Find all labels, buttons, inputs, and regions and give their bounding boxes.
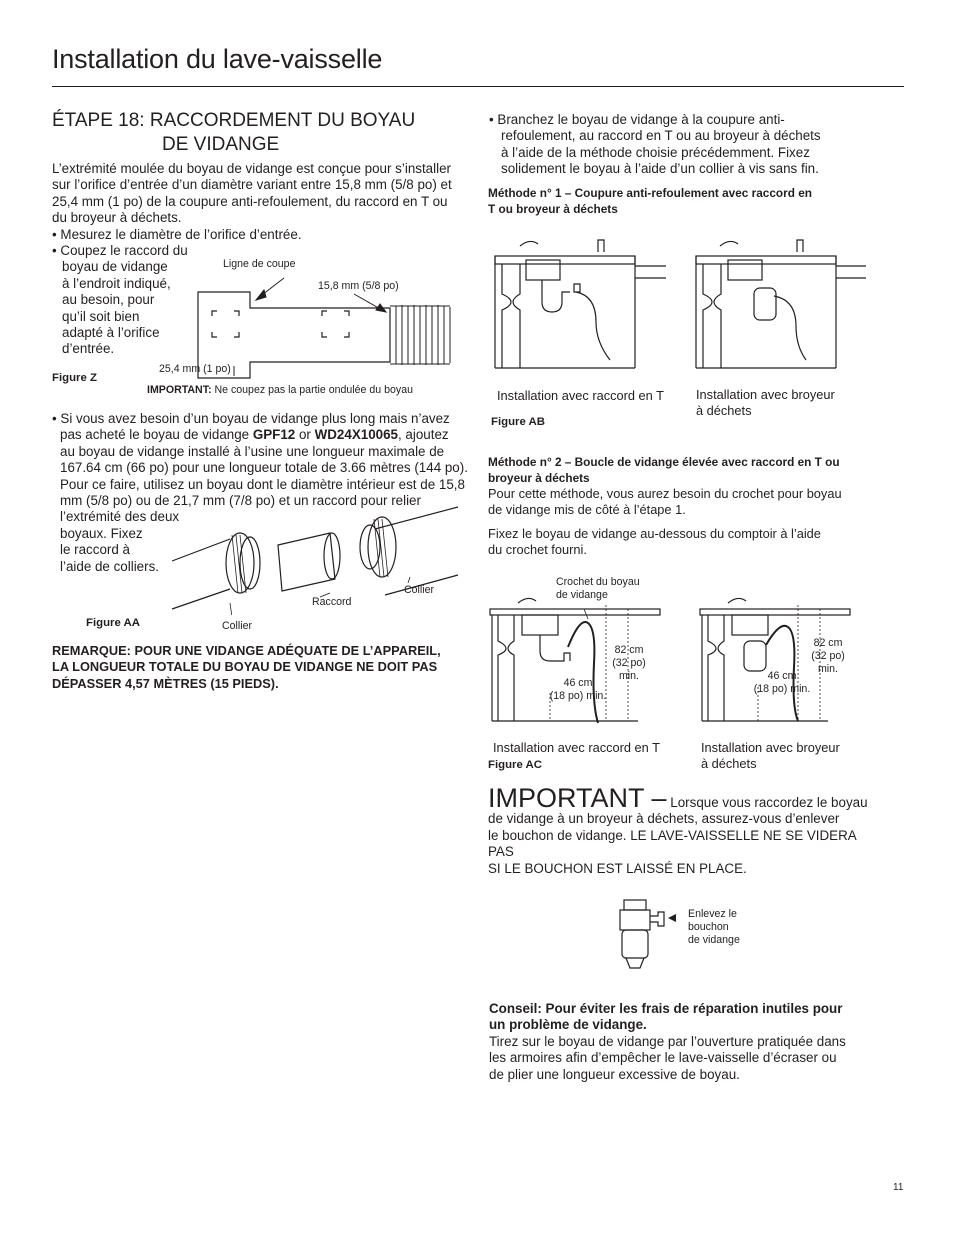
method2-text-line: du crochet fourni. (488, 542, 587, 557)
dim-line: 82 cm (813, 637, 843, 649)
method2-title (488, 454, 840, 486)
important-line: de vidange à un broyeur à déchets, assurez-vous d’enlever (488, 811, 840, 827)
hook-label-line: de vidange (556, 589, 608, 601)
plug-label-line: Enlevez le (688, 908, 737, 920)
dim82-left (611, 644, 647, 683)
bullet-measure: • Mesurez le diamètre de l’orifice d’entrée. (52, 227, 302, 242)
bullet-cut-line: • Coupez le raccord du (52, 243, 188, 258)
important-prefix: IMPORTANT: (147, 384, 212, 396)
connect-line: solidement le boyau à l’aide d’un collier à vis sans fin. (501, 161, 819, 177)
long-hose-line: le raccord à (60, 542, 130, 558)
dim82-right (810, 637, 846, 676)
part-number: WD24X10065 (314, 427, 398, 443)
step-heading (52, 109, 452, 157)
dim-line: 46 cm (767, 670, 797, 682)
long-hose-line: mm (5/8 po) ou de 21,7 mm (7/8 po) et un raccord pour relier (60, 493, 421, 509)
dim-line: (18 po) min. (549, 690, 607, 702)
conseil-title-line: Conseil: Pour éviter les frais de réparation inutiles pour (489, 1001, 843, 1016)
method1-title-line: T ou broyeur à déchets (488, 202, 618, 216)
page-number: 11 (893, 1182, 904, 1193)
bullet-cut-line: d’entrée. (62, 341, 115, 357)
important-text: Ne coupez pas la partie ondulée du boyau (211, 384, 413, 396)
figure-ac-label: Figure AC (488, 759, 542, 771)
dim-line: min. (817, 663, 838, 675)
coupling-label: Raccord (312, 596, 352, 608)
remarque-line: DÉPASSER 4,57 MÈTRES (15 PIEDS). (52, 675, 279, 691)
step-heading-line2: DE VIDANGE (162, 134, 280, 155)
figure-ab-caption-right (696, 387, 835, 418)
clamp-left-label: Collier (222, 620, 253, 632)
figure-ab-label: Figure AB (491, 416, 545, 428)
disposer-plug-illustration (614, 896, 684, 976)
conseil-line: Tirez sur le boyau de vidange par l’ouverture pratiquée dans (489, 1033, 846, 1049)
conseil-line: de plier une longueur excessive de boyau. (489, 1066, 740, 1082)
method2-text-line: Pour cette méthode, vous aurez besoin du crochet pour boyau (488, 486, 842, 501)
important-line: le bouchon de vidange. LE LAVE-VAISSELLE NE SE VIDERA PAS (488, 827, 856, 860)
important-heading: IMPORTANT – (488, 783, 667, 813)
remarque-line: REMARQUE: POUR UNE VIDANGE ADÉQUATE DE L’APPAREIL, (52, 643, 441, 658)
important-line: Lorsque vous raccordez le boyau (670, 795, 868, 810)
caption-line: Installation avec broyeur (701, 740, 840, 755)
method1-title-line: Méthode n° 1 – Coupure anti-refoulement avec raccord en (488, 186, 812, 200)
bullet-cut-line: au besoin, pour (62, 292, 155, 308)
conseil-title-line: un problème de vidange. (489, 1017, 647, 1033)
remarque (52, 643, 472, 692)
plug-label-line: de vidange (688, 934, 740, 946)
dim-small-label: 15,8 mm (5/8 po) (318, 280, 399, 292)
important-block (488, 783, 868, 877)
method1-title (488, 185, 812, 217)
dim46-left (548, 677, 608, 703)
connect-line: • Branchez le boyau de vidange à la coupure anti- (489, 112, 785, 127)
caption-line: à déchets (696, 402, 752, 418)
dim-line: (32 po) (612, 657, 646, 669)
long-hose-line: l’aide de colliers. (60, 558, 159, 574)
cut-line-label: Ligne de coupe (223, 258, 296, 270)
bullet-cut-line: adapté à l’orifice (62, 325, 160, 341)
intro-paragraph: L’extrémité moulée du boyau de vidange est conçue pour s’installer sur l’orifice d’entrée d’un diamètre variant entre 15,8 mm (5/8 po) et 25,4 mm (1 po) de la coupure anti-refoulement, du raccord en T ou du broyeur à déchets. (52, 161, 452, 226)
dim-line: 82 cm (614, 644, 644, 656)
figure-ac-caption-right (701, 740, 840, 771)
connect-line: à l’aide de la méthode choisie précédemment. Fixez (501, 144, 810, 160)
important-line: SI LE BOUCHON EST LAISSÉ EN PLACE. (488, 860, 747, 876)
step-heading-line1: ÉTAPE 18: RACCORDEMENT DU BOYAU (52, 110, 416, 131)
bullet-cut-line: à l’endroit indiqué, (62, 275, 171, 291)
long-hose-line: l’extrémité des deux (60, 509, 180, 525)
figure-z-important (147, 384, 413, 397)
remarque-line: LA LONGUEUR TOTALE DU BOYAU DE VIDANGE NE DOIT PAS (52, 659, 438, 675)
figure-z-hose-diagram (150, 250, 470, 400)
clamp-right-label: Collier (404, 584, 435, 596)
plug-label-line: bouchon (688, 921, 729, 933)
method2-text1 (488, 486, 842, 518)
figure-aa-label: Figure AA (86, 617, 140, 629)
method2-text-line: Fixez le boyau de vidange au-dessous du comptoir à l’aide (488, 526, 821, 541)
method2-text2 (488, 526, 821, 558)
figure-z-label: Figure Z (52, 372, 97, 384)
connect-line: refoulement, au raccord en T ou au broyeur à déchets (501, 128, 821, 144)
dim-line: min. (618, 670, 639, 682)
part-number: GPF12 (252, 427, 296, 443)
plug-label (688, 908, 740, 947)
connect-bullet (489, 112, 869, 178)
figure-ab-caption-left: Installation avec raccord en T (497, 388, 664, 403)
method2-title-line: Méthode n° 2 – Boucle de vidange élevée avec raccord en T ou (488, 455, 840, 469)
caption-line: Installation avec broyeur (696, 387, 835, 402)
method2-title-line: broyeur à déchets (488, 471, 590, 485)
dim-line: (18 po) min. (753, 683, 811, 695)
page-title: Installation du lave-vaisselle (52, 44, 383, 74)
figure-ac-diagram (488, 595, 854, 735)
long-hose-line (52, 427, 472, 443)
figure-ac-caption-left: Installation avec raccord en T (493, 740, 660, 755)
hook-label (556, 576, 640, 602)
long-hose-text: pas acheté le boyau de vidange (60, 427, 253, 443)
long-hose-line: • Si vous avez besoin d’un boyau de vidange plus long mais n’avez (52, 411, 450, 426)
long-hose-line: boyaux. Fixez (60, 525, 143, 541)
pointer-arrow (668, 914, 676, 922)
dim-line: (32 po) (811, 650, 845, 662)
long-hose-line: Pour ce faire, utilisez un boyau dont le diamètre intérieur est de 15,8 (60, 476, 465, 492)
bullet-cut-line: qu’il soit bien (62, 308, 140, 324)
title-divider (52, 86, 904, 87)
long-hose-line: au boyau de vidange installé à l’usine une longueur maximale de (60, 443, 445, 459)
dim-large-label: 25,4 mm (1 po) (159, 363, 231, 375)
method2-text-line: de vidange mis de côté à l’étape 1. (488, 502, 686, 517)
conseil-block (489, 1001, 869, 1083)
figure-ab-diagram (490, 238, 870, 383)
bullet-cut-line: boyau de vidange (62, 259, 168, 275)
hook-label-line: Crochet du boyau (556, 576, 640, 588)
long-hose-text: or (295, 427, 315, 443)
long-hose-line: 167.64 cm (66 po) pour une longueur totale de 3.66 mètres (144 po). (60, 460, 468, 476)
dim46-right (752, 670, 812, 696)
conseil-line: les armoires afin d’empêcher le lave-vaisselle d’écraser ou (489, 1050, 837, 1066)
dim-line: 46 cm (563, 677, 593, 689)
caption-line: à déchets (701, 755, 757, 771)
long-hose-text: , ajoutez (397, 427, 449, 443)
